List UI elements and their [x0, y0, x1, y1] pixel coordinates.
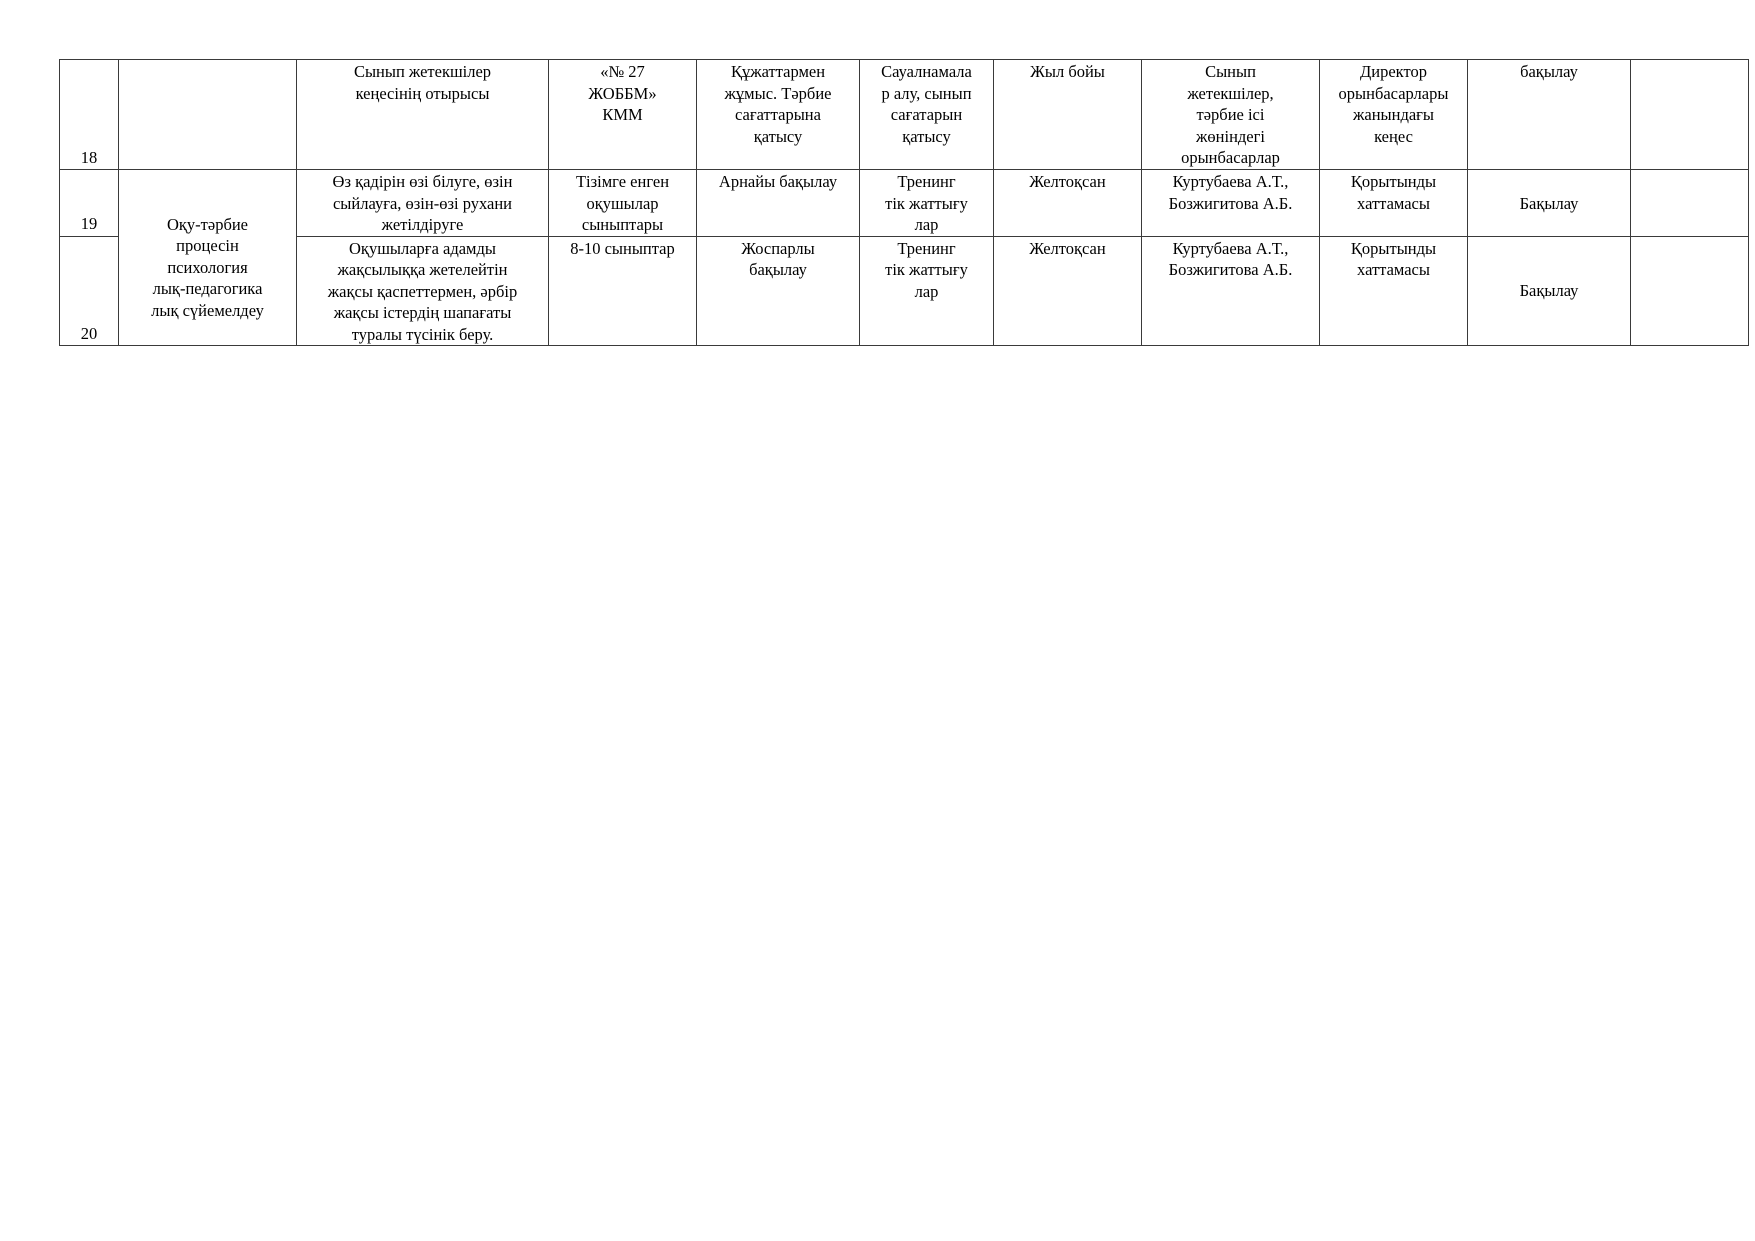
result-cell: Бақылау [1468, 236, 1631, 346]
control-type-cell: Жоспарлы бақылау [697, 236, 860, 346]
responsible-cell: Куртубаева А.Т., Бозжигитова А.Б. [1142, 236, 1320, 346]
method-cell: Сауалнамала р алу, сынып сағатарын қатысу [860, 60, 994, 170]
topic-cell: Оқушыларға адамды жақсылыққа жетелейтін жақсы қаспеттермен, әрбір жақсы істердің шапағаты туралы түсінік беру. [297, 236, 549, 346]
topic-cell: Өз қадірін өзі білуге, өзін сыйлауға, өзін-өзі рухани жетілдіруге [297, 170, 549, 237]
result-cell: Бақылау [1468, 170, 1631, 237]
control-type-cell: Арнайы бақылау [697, 170, 860, 237]
row-number: 20 [60, 236, 119, 346]
method-cell: Тренинг тік жаттығу лар [860, 170, 994, 237]
control-plan-table [59, 59, 1749, 346]
merged-section-cell: Оқу-тәрбие процесін психология лық-педагогика лық сүйемелдеу [119, 170, 297, 346]
review-place-cell: Директор орынбасарлары жанындағы кеңес [1320, 60, 1468, 170]
period-cell: Желтоқсан [994, 170, 1142, 237]
topic-cell: Сынып жетекшілер кеңесінің отырысы [297, 60, 549, 170]
review-place-cell: Қорытынды хаттамасы [1320, 236, 1468, 346]
object-cell: «№ 27 ЖОББМ» КММ [549, 60, 697, 170]
responsible-cell: Куртубаева А.Т., Бозжигитова А.Б. [1142, 170, 1320, 237]
object-cell: Тізімге енген оқушылар сыныптары [549, 170, 697, 237]
section-cell [119, 60, 297, 170]
extra-cell [1631, 236, 1749, 346]
control-type-cell: Құжаттармен жұмыс. Тәрбие сағаттарына қатысу [697, 60, 860, 170]
responsible-cell: Сынып жетекшілер, тәрбие ісі жөніндегі орынбасарлар [1142, 60, 1320, 170]
period-cell: Желтоқсан [994, 236, 1142, 346]
table-row [60, 170, 1749, 237]
row-number: 18 [60, 60, 119, 170]
period-cell: Жыл бойы [994, 60, 1142, 170]
extra-cell [1631, 170, 1749, 237]
row-number: 19 [60, 170, 119, 237]
object-cell: 8-10 сыныптар [549, 236, 697, 346]
method-cell: Тренинг тік жаттығу лар [860, 236, 994, 346]
extra-cell [1631, 60, 1749, 170]
review-place-cell: Қорытынды хаттамасы [1320, 170, 1468, 237]
result-cell: бақылау [1468, 60, 1631, 170]
table-row [60, 236, 1749, 346]
table-row [60, 60, 1749, 170]
